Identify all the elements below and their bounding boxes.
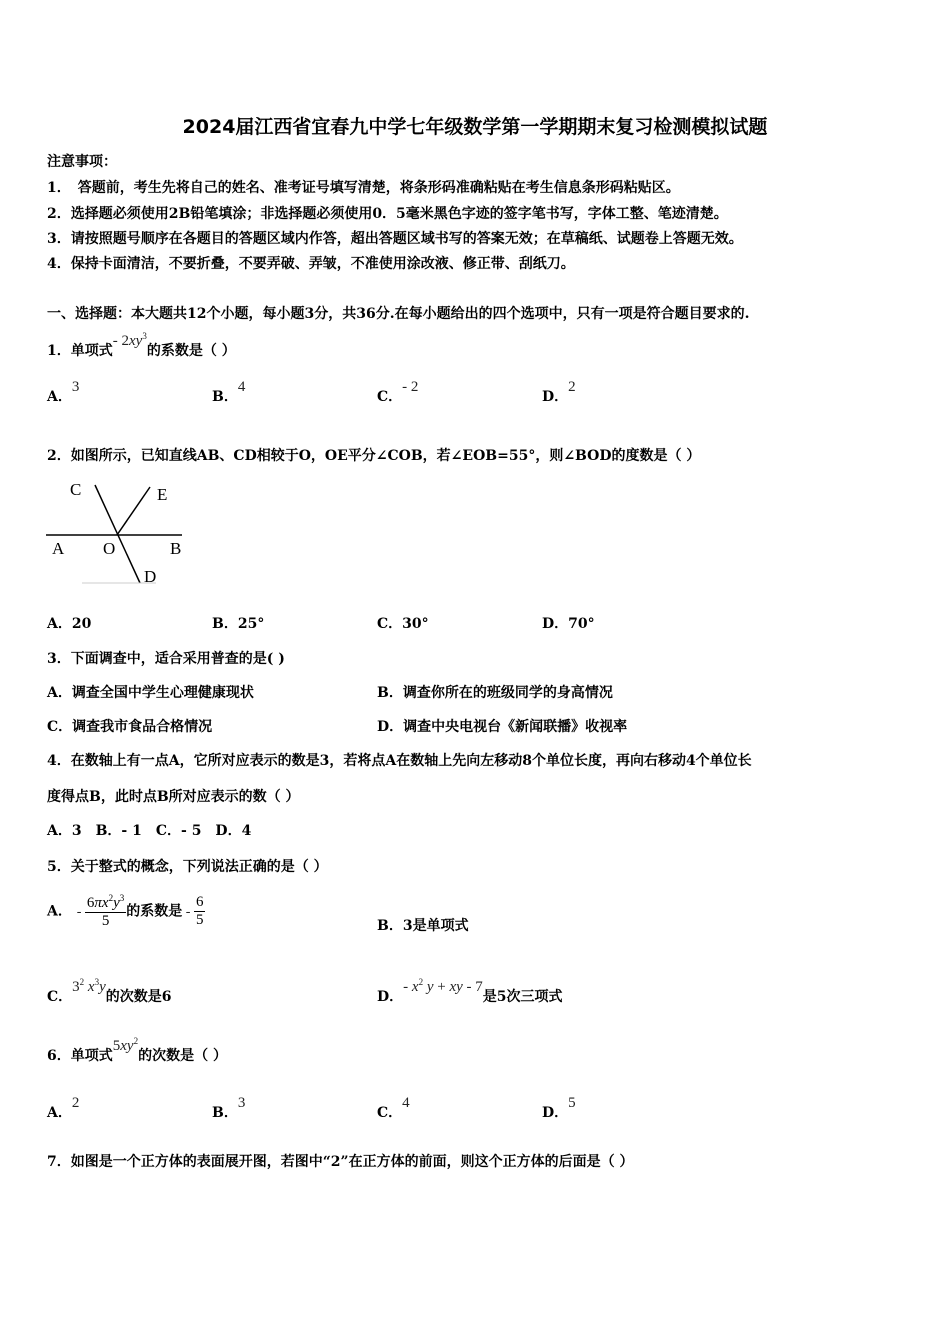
q2-option-a: A．20 bbox=[47, 616, 92, 632]
q3-option-c: C．调查我市食品合格情况 bbox=[47, 719, 213, 735]
q5-a-coefficient: $\frac{6}{5}$ bbox=[195, 894, 204, 928]
q5-option-d: D．- $x^2$ y + xy - 7是5次三项式 bbox=[377, 977, 563, 1005]
q2-option-c: C．30° bbox=[377, 616, 429, 632]
q2-figure bbox=[40, 475, 190, 590]
q6-option-b: B．3 bbox=[212, 1095, 246, 1121]
section-heading: 一、选择题：本大题共12个小题，每小题3分，共36分.在每小题给出的四个选项中，只有一项是符合题目要求的. bbox=[47, 306, 750, 322]
label-e: E bbox=[157, 485, 168, 504]
label-a: A bbox=[52, 539, 65, 558]
q2-option-d: D．70° bbox=[542, 616, 595, 632]
q3-option-d: D．调查中央电视台《新闻联播》收视率 bbox=[377, 719, 628, 735]
page-title: 2024届江西省宜春九中学七年级数学第一学期期末复习检测模拟试题 bbox=[182, 116, 768, 138]
q6-option-a: A．2 bbox=[47, 1095, 80, 1121]
q6-option-c: C．4 bbox=[377, 1095, 410, 1121]
question-6: 6．单项式$5xy^2$的次数是（ ） bbox=[47, 1036, 227, 1064]
q1-expression: - $2xy^3$ bbox=[112, 331, 147, 349]
notice-heading: 注意事项： bbox=[47, 154, 117, 170]
q1-option-b: B．4 bbox=[212, 379, 246, 405]
question-4-line-2: 度得点B，此时点B所对应表示的数（ ） bbox=[47, 789, 300, 805]
label-b: B bbox=[170, 539, 182, 558]
notice-item-2: 2．选择题必须使用2B铅笔填涂；非选择题必须使用0．5毫米黑色字迹的签字笔书写，字体工整、笔迹清楚。 bbox=[47, 206, 728, 222]
q5-option-b: B．3是单项式 bbox=[377, 918, 469, 934]
q1-option-d: D．2 bbox=[542, 379, 576, 405]
notice-item-1: 1． 答题前，考生先将自己的姓名、准考证号填写清楚，将条形码准确粘贴在考生信息条形码粘贴区。 bbox=[47, 180, 680, 196]
q1-option-a: A．3 bbox=[47, 379, 80, 405]
q5-option-c: C．$3^2$ $x^3y$的次数是6 bbox=[47, 977, 172, 1005]
ray-oe bbox=[117, 487, 150, 535]
q1-prefix: 1．单项式 bbox=[47, 343, 113, 359]
q5-a-fraction: $\frac{6\pi x^2y^3}{5}$ bbox=[86, 893, 125, 929]
q6-option-d: D．5 bbox=[542, 1095, 576, 1121]
question-1 bbox=[47, 331, 236, 360]
q3-option-a: A．调查全国中学生心理健康现状 bbox=[47, 685, 254, 701]
notice-item-4: 4．保持卡面清洁，不要折叠，不要弄破、弄皱，不准使用涂改液、修正带、刮纸刀。 bbox=[47, 256, 575, 272]
label-d: D bbox=[144, 567, 157, 586]
q4-options: A．3 B．- 1 C．- 5 D．4 bbox=[47, 823, 252, 839]
q3-option-b: B．调查你所在的班级同学的身高情况 bbox=[377, 685, 613, 701]
question-3: 3．下面调查中，适合采用普查的是( ) bbox=[47, 651, 285, 667]
question-5: 5．关于整式的概念，下列说法正确的是（ ） bbox=[47, 859, 328, 875]
notice-item-3: 3．请按照题号顺序在各题目的答题区域内作答，超出答题区域书写的答案无效；在草稿纸、试题卷上答题无效。 bbox=[47, 231, 743, 247]
q5-option-a: A． - $\frac{6\pi x^2y^3}{5}$ 的系数是 - $\frac{6}{5}$ bbox=[47, 893, 204, 929]
question-4-line-1: 4．在数轴上有一点A，它所对应表示的数是3，若将点A在数轴上先向左移动8个单位长度，再向右移动4个单位长 bbox=[47, 753, 752, 769]
q1-option-c: C．- 2 bbox=[377, 379, 419, 405]
q1-suffix: 的系数是（ ） bbox=[146, 343, 236, 359]
label-c: C bbox=[70, 480, 82, 499]
q2-option-b: B．25° bbox=[212, 616, 265, 632]
question-2: 2．如图所示，已知直线AB、CD相较于O，OE平分∠COB，若∠EOB=55°，则∠BOD的度数是（ ） bbox=[47, 448, 701, 464]
label-o: O bbox=[103, 539, 116, 558]
question-7: 7．如图是一个正方体的表面展开图，若图中“2”在正方体的前面，则这个正方体的后面是（ ） bbox=[47, 1154, 634, 1170]
